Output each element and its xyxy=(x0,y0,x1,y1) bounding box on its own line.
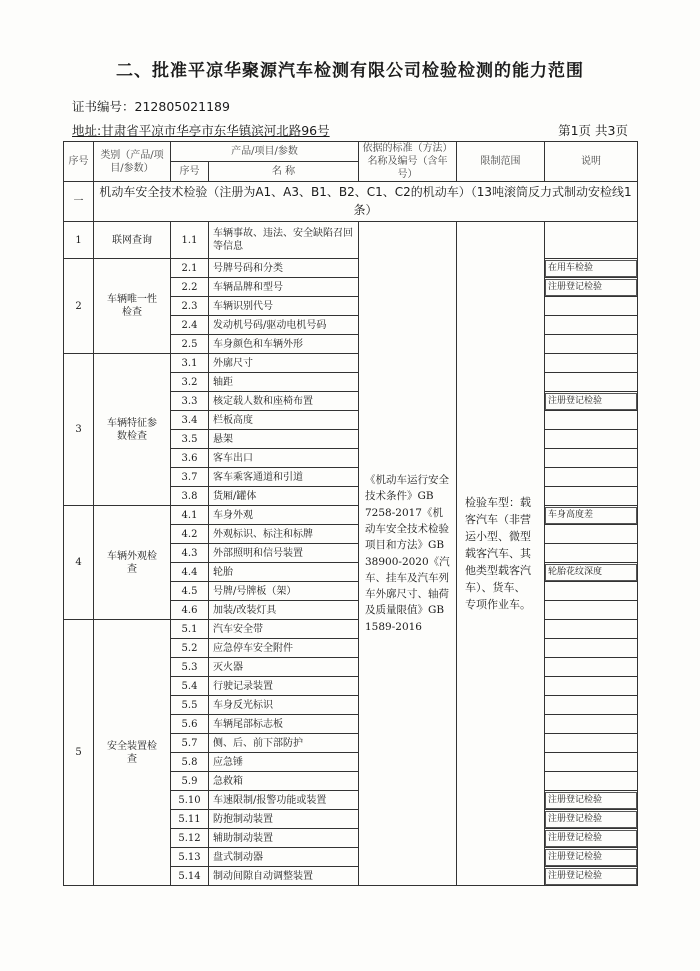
item-note xyxy=(545,601,638,620)
item-no: 5.12 xyxy=(171,829,209,848)
table-row xyxy=(64,506,638,525)
item-no: 2.3 xyxy=(171,297,209,316)
item-no: 5.7 xyxy=(171,734,209,753)
item-name: 防抱制动装置 xyxy=(209,810,359,829)
note-label: 注册登记检验 xyxy=(545,393,637,410)
item-name: 车身颜色和车辆外形 xyxy=(209,335,359,354)
note-label: 注册登记检验 xyxy=(545,811,637,828)
group-category: 安全装置检查 xyxy=(94,620,171,886)
item-note xyxy=(545,449,638,468)
item-name: 车速限制/报警功能或装置 xyxy=(209,791,359,810)
limit-scope: 检验车型：载客汽车（非营运小型、微型载客汽车、其他类型载客汽车）、货车、专项作业车。 xyxy=(457,222,545,886)
item-no: 4.3 xyxy=(171,544,209,563)
item-note xyxy=(545,430,638,449)
item-no: 5.9 xyxy=(171,772,209,791)
item-note xyxy=(545,335,638,354)
group-category: 车辆特征参数检查 xyxy=(94,354,171,506)
item-no: 5.6 xyxy=(171,715,209,734)
header-standard: 依据的标准（方法）名称及编号（含年号） xyxy=(359,142,457,182)
group-no: 3 xyxy=(64,354,94,506)
item-note xyxy=(545,753,638,772)
item-name: 盘式制动器 xyxy=(209,848,359,867)
item-note xyxy=(545,544,638,563)
item-note xyxy=(545,297,638,316)
item-name: 号牌/号牌板（架） xyxy=(209,582,359,601)
item-note xyxy=(545,259,638,278)
item-note xyxy=(545,392,638,411)
group-no: 4 xyxy=(64,506,94,620)
item-note xyxy=(545,867,638,886)
item-name: 发动机号码/驱动电机号码 xyxy=(209,316,359,335)
item-note xyxy=(545,278,638,297)
note-label: 注册登记检验 xyxy=(545,830,637,847)
item-no: 3.2 xyxy=(171,373,209,392)
page-title: 二、批准平凉华聚源汽车检测有限公司检验检测的能力范围 xyxy=(116,61,584,81)
header-note: 说明 xyxy=(545,142,638,182)
item-name: 悬架 xyxy=(209,430,359,449)
item-name: 行驶记录装置 xyxy=(209,677,359,696)
item-name: 车身外观 xyxy=(209,506,359,525)
item-note xyxy=(545,487,638,506)
item-no: 5.3 xyxy=(171,658,209,677)
item-name: 外观标识、标注和标牌 xyxy=(209,525,359,544)
item-name: 外廓尺寸 xyxy=(209,354,359,373)
item-name: 货厢/罐体 xyxy=(209,487,359,506)
item-no: 2.1 xyxy=(171,259,209,278)
item-name: 车辆事故、违法、安全缺陷召回等信息 xyxy=(209,222,359,259)
note-label: 车身高度差 xyxy=(545,507,637,524)
item-name: 客车乘客通道和引道 xyxy=(209,468,359,487)
item-note xyxy=(545,715,638,734)
certificate-number: 证书编号：212805021189 xyxy=(72,99,230,114)
item-note xyxy=(545,373,638,392)
item-note xyxy=(545,696,638,715)
header-product: 产品/项目/参数 xyxy=(171,142,359,162)
item-no: 2.4 xyxy=(171,316,209,335)
item-no: 4.2 xyxy=(171,525,209,544)
item-no: 5.11 xyxy=(171,810,209,829)
item-note xyxy=(545,222,638,259)
table-row xyxy=(64,259,638,278)
item-no: 3.7 xyxy=(171,468,209,487)
group-no: 1 xyxy=(64,222,94,259)
header-name: 名 称 xyxy=(209,162,359,182)
item-name: 汽车安全带 xyxy=(209,620,359,639)
capability-table xyxy=(63,141,638,886)
header-category: 类别（产品/项目/参数） xyxy=(94,142,171,182)
item-note xyxy=(545,772,638,791)
section-no: 一 xyxy=(64,182,94,222)
item-no: 3.3 xyxy=(171,392,209,411)
item-name: 侧、后、前下部防护 xyxy=(209,734,359,753)
item-note xyxy=(545,620,638,639)
item-name: 外部照明和信号装置 xyxy=(209,544,359,563)
group-no: 5 xyxy=(64,620,94,886)
item-no: 5.1 xyxy=(171,620,209,639)
item-no: 5.10 xyxy=(171,791,209,810)
item-no: 5.5 xyxy=(171,696,209,715)
item-name: 号牌号码和分类 xyxy=(209,259,359,278)
item-note xyxy=(545,525,638,544)
item-no: 3.1 xyxy=(171,354,209,373)
item-name: 轮胎 xyxy=(209,563,359,582)
item-name: 应急锤 xyxy=(209,753,359,772)
item-no: 4.5 xyxy=(171,582,209,601)
section-title: 机动车安全技术检验（注册为A1、A3、B1、B2、C1、C2的机动车）（13吨滚筒反力式制动安检线1条） xyxy=(94,182,638,222)
item-name: 轴距 xyxy=(209,373,359,392)
item-no: 2.5 xyxy=(171,335,209,354)
item-note xyxy=(545,677,638,696)
header-limit: 限制范围 xyxy=(457,142,545,182)
item-no: 5.4 xyxy=(171,677,209,696)
item-note xyxy=(545,354,638,373)
table-row xyxy=(64,222,638,259)
item-no: 5.14 xyxy=(171,867,209,886)
item-name: 车辆识别代号 xyxy=(209,297,359,316)
item-name: 加装/改装灯具 xyxy=(209,601,359,620)
group-category: 联网查询 xyxy=(94,222,171,259)
item-name: 辅助制动装置 xyxy=(209,829,359,848)
item-name: 急救箱 xyxy=(209,772,359,791)
item-note xyxy=(545,658,638,677)
item-no: 3.4 xyxy=(171,411,209,430)
note-label: 在用车检验 xyxy=(545,260,637,277)
item-note xyxy=(545,468,638,487)
item-no: 5.8 xyxy=(171,753,209,772)
item-note xyxy=(545,810,638,829)
item-note xyxy=(545,791,638,810)
item-name: 车身反光标识 xyxy=(209,696,359,715)
item-note xyxy=(545,316,638,335)
note-label: 注册登记检验 xyxy=(545,279,637,296)
note-label: 注册登记检验 xyxy=(545,868,637,885)
address: 地址:甘肃省平凉市华亭市东华镇滨河北路96号 xyxy=(72,123,330,138)
group-no: 2 xyxy=(64,259,94,354)
item-no: 5.2 xyxy=(171,639,209,658)
note-label: 轮胎花纹深度 xyxy=(545,564,637,581)
item-no: 4.4 xyxy=(171,563,209,582)
note-label: 注册登记检验 xyxy=(545,849,637,866)
header-sub-seq: 序号 xyxy=(171,162,209,182)
item-name: 客车出口 xyxy=(209,449,359,468)
item-no: 1.1 xyxy=(171,222,209,259)
item-no: 5.13 xyxy=(171,848,209,867)
item-no: 4.6 xyxy=(171,601,209,620)
item-name: 车辆品牌和型号 xyxy=(209,278,359,297)
item-note xyxy=(545,563,638,582)
item-note xyxy=(545,734,638,753)
item-no: 2.2 xyxy=(171,278,209,297)
standard-text: 《机动车运行安全技术条件》GB 7258-2017《机动车安全技术检验项目和方法》GB 38900-2020《汽车、挂车及汽车列车外廓尺寸、轴荷及质量限值》GB 1589-2016 xyxy=(359,222,457,886)
item-note xyxy=(545,506,638,525)
page-info: 第1页 共3页 xyxy=(558,123,628,138)
item-note xyxy=(545,411,638,430)
item-no: 4.1 xyxy=(171,506,209,525)
group-category: 车辆外观检查 xyxy=(94,506,171,620)
item-name: 制动间隙自动调整装置 xyxy=(209,867,359,886)
item-note xyxy=(545,639,638,658)
table-row xyxy=(64,354,638,373)
item-name: 灭火器 xyxy=(209,658,359,677)
item-no: 3.5 xyxy=(171,430,209,449)
item-name: 核定载人数和座椅布置 xyxy=(209,392,359,411)
item-note xyxy=(545,829,638,848)
note-label: 注册登记检验 xyxy=(545,792,637,809)
item-name: 车辆尾部标志板 xyxy=(209,715,359,734)
table-row xyxy=(64,620,638,639)
item-no: 3.8 xyxy=(171,487,209,506)
item-note xyxy=(545,582,638,601)
item-no: 3.6 xyxy=(171,449,209,468)
item-name: 应急停车安全附件 xyxy=(209,639,359,658)
group-category: 车辆唯一性检查 xyxy=(94,259,171,354)
item-note xyxy=(545,848,638,867)
item-name: 栏板高度 xyxy=(209,411,359,430)
header-seq: 序号 xyxy=(64,142,94,182)
